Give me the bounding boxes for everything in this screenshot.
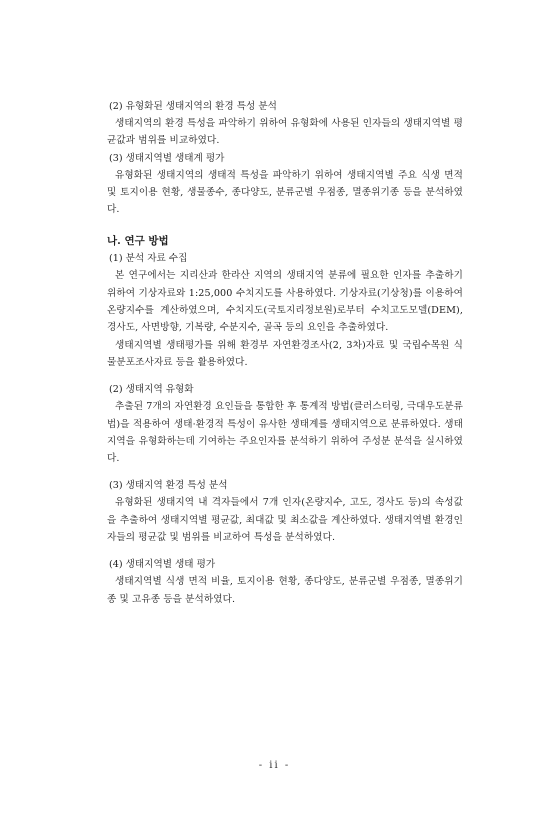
paragraph-1b: 생태지역별 생태평가를 위해 환경부 자연환경조사(2, 3차)자료 및 국립수목원 식물분포조사자료 등을 활용하였다. <box>107 339 463 368</box>
paragraph-3: 유형화된 생태지역 내 격자들에서 7개 인자(온량지수, 고도, 경사도 등)의 속성값을 추출하여 생태지역별 평균값, 최대값 및 최소값을 계산하였다. 생태지역별 환경인자들의 평균값 및 범위를 비교하여 특성을 분석하였다. <box>107 497 463 544</box>
subsection-heading-2a: (2) 유형화된 생태지역의 환경 특성 분석 <box>109 101 277 112</box>
paragraph-3a: 유형화된 생태지역의 생태적 특성을 파악하기 위하여 생태지역별 주요 식생 면적 및 토지이용 현황, 생물종수, 종다양도, 분류군별 우점종, 멸종위기종 등을 분석하였다. <box>107 169 463 216</box>
page-content <box>107 98 463 608</box>
spacer <box>107 546 463 556</box>
paragraph-2: 추출된 7개의 자연환경 요인들을 통합한 후 통계적 방법(클러스터링, 극대우도분류법)을 적용하여 생태·환경적 특성이 유사한 생태계를 생태지역으로 분류하였다. 생태지역을 유형화하는데 기여하는 주요인자를 분석하기 위하여 주성분 분석을 실시하였다. <box>107 401 463 465</box>
spacer <box>107 218 463 232</box>
page-number: - ii - <box>258 760 291 771</box>
subsection-heading-3: (3) 생태지역 환경 특성 분석 <box>109 480 228 492</box>
subsection-heading-4: (4) 생태지역별 생태 평가 <box>109 559 216 571</box>
paragraph-2a: 생태지역의 환경 특성을 파악하기 위하여 유형화에 사용된 인자들의 생태지역별 평균값과 범위를 비교하였다. <box>107 118 463 147</box>
subsection-heading-3a: (3) 생태지역별 생태계 평가 <box>109 152 225 164</box>
spacer <box>107 371 463 381</box>
paragraph-4: 생태지역별 식생 면적 비율, 토지이용 현황, 종다양도, 분류군별 우점종, 멸종위기종 및 고유종 등을 분석하였다. <box>107 576 463 605</box>
paragraph-1a: 본 연구에서는 지리산과 한라산 지역의 생태지역 분류에 필요한 인자를 추출하기 위하여 기상자료와 1:25,000 수치지도를 사용하였다. 기상자료(기상청)를 이용하여 온량지수를 계산하였으며, 수치지도(국토지리정보원)로부터 수치고도모델(DEM), 경사도, 사면방향, 기복량, 수분지수, 골곡 등의 요인을 추출하였다. <box>107 270 463 334</box>
section-title-method: 나. 연구 방법 <box>107 235 169 248</box>
subsection-heading-2: (2) 생태지역 유형화 <box>109 384 194 396</box>
spacer <box>107 467 463 477</box>
subsection-heading-1: (1) 분석 자료 수집 <box>109 253 188 265</box>
